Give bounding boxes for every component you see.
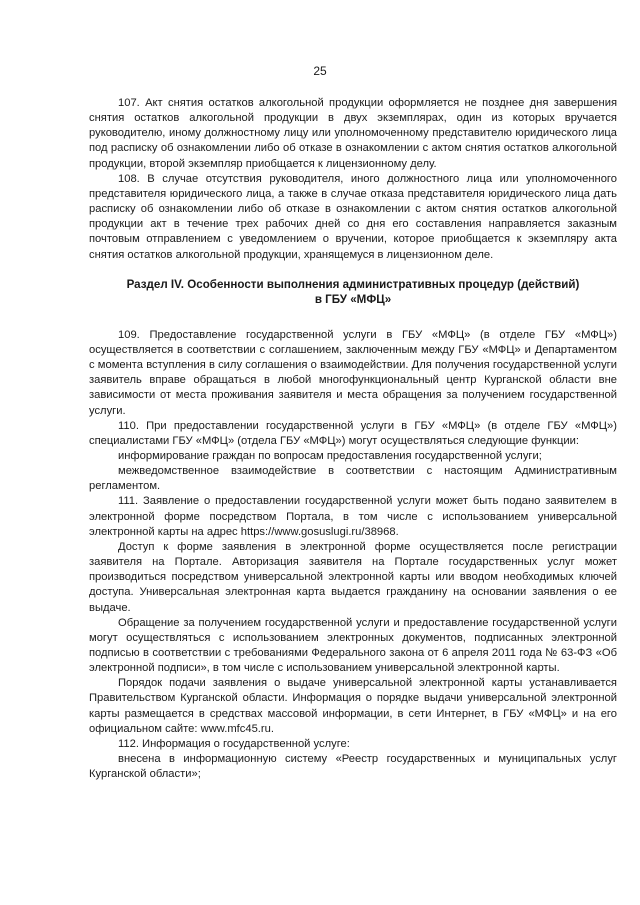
section-heading-line-2: в ГБУ «МФЦ» bbox=[314, 293, 392, 307]
paragraph-card-procedure: Порядок подачи заявления о выдаче универсальной электронной карты устанавливается Правительством Курганской области. Информация о порядке выдачи универсальной электронной карты размещается в средствах массовой информации, в сети Интернет, в ГБУ «МФЦ» и на его официальном сайте: www.mfc45.ru. bbox=[89, 677, 617, 735]
page-content bbox=[89, 96, 617, 782]
paragraph-111: 111. Заявление о предоставлении государственной услуги может быть подано заявителем в электронной форме посредством Портала, в том числе с использованием универсальной электронной карты на адрес https://www.gosuslugi.ru/38968. bbox=[89, 495, 617, 538]
section-heading bbox=[89, 277, 617, 308]
paragraph-electronic-documents: Обращение за получением государственной услуги и предоставление государственной услуги могут осуществляться с использованием электронных документов, подписанных электронной подписью в соответствии с требованиями Федерального закона от 6 апреля 2011 года № 63-ФЗ «Об электронной подписи», в том числе с использованием универсальной электронной карты. bbox=[89, 616, 617, 675]
function-item-informing: информирование граждан по вопросам предоставления государственной услуги; bbox=[118, 449, 542, 462]
paragraph-registry: внесена в информационную систему «Реестр государственных и муниципальных услуг Курганской области»; bbox=[89, 753, 617, 781]
paragraph-112: 112. Информация о государственной услуге: bbox=[118, 737, 350, 750]
section-heading-line-1: Раздел IV. Особенности выполнения административных процедур (действий) bbox=[126, 277, 580, 291]
paragraph-107: 107. Акт снятия остатков алкогольной продукции оформляется не позднее дня завершения снятия остатков алкогольной продукции в двух экземплярах, один из которых вручается руководителю, иному должностному лицу или уполномоченному представителю юридического лица под расписку об ознакомлении либо об отказе в ознакомлении с актом снятия остатков алкогольной продукции, второй экземпляр приобщается к лицензионному делу. bbox=[89, 97, 617, 170]
page-number: 25 bbox=[313, 64, 327, 78]
paragraph-108: 108. В случае отсутствия руководителя, иного должностного лица или уполномоченного представителя юридического лица, а также в случае отказа представителя юридического лица дать расписку об ознакомлении либо об отказе в ознакомлении с актом снятия остатков алкогольной продукции акт в течение трех рабочих дней со дня его составления направляется заказным почтовым отправлением с уведомлением о вручении, которое приобщается к экземпляру акта снятия остатков алкогольной продукции, хранящемуся в лицензионном деле. bbox=[89, 172, 617, 261]
paragraph-109: 109. Предоставление государственной услуги в ГБУ «МФЦ» (в отделе ГБУ «МФЦ») осуществляется в соответствии с соглашением, заключенным между ГБУ «МФЦ» и Департаментом с момента вступления в силу соглашения о взаимодействии. Для получения государственной услуги заявитель вправе обращаться в любой многофункциональный центр Курганской области вне зависимости от места проживания заявителя и места обращения за получением государственной услуги. bbox=[89, 328, 617, 417]
function-item-interagency: межведомственное взаимодействие в соответствии с настоящим Административным регламентом. bbox=[89, 465, 617, 493]
paragraph-110: 110. При предоставлении государственной услуги в ГБУ «МФЦ» (в отделе ГБУ «МФЦ») специалистами ГБУ «МФЦ» (отдела ГБУ «МФЦ») могут осуществляться следующие функции: bbox=[89, 419, 617, 447]
paragraph-portal-access: Доступ к форме заявления в электронной форме осуществляется после регистрации заявителя на Портале. Авторизация заявителя на Портале государственных услуг может производиться посредством универсальной электронной карты или вводом необходимых ключей доступа. Универсальная электронная карта выдается гражданину на основании заявления о ее выдаче. bbox=[89, 540, 617, 614]
